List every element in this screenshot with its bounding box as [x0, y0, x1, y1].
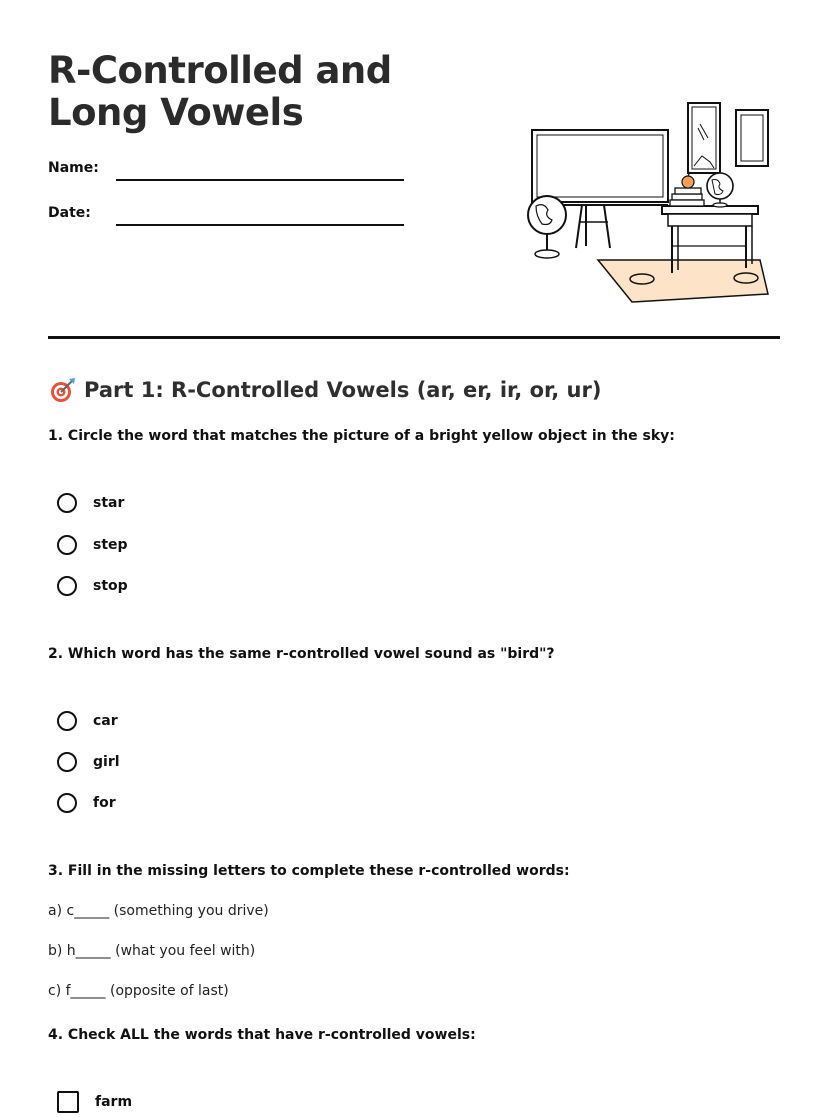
q2-option-car[interactable] — [57, 709, 118, 733]
part1-title: Part 1: R-Controlled Vowels (ar, er, ir, or, ur) — [84, 378, 602, 402]
q1-option-star[interactable] — [57, 491, 124, 515]
option-label: farm — [95, 1094, 133, 1110]
q1-option-stop[interactable] — [57, 574, 128, 598]
checkbox[interactable] — [57, 1091, 79, 1113]
q1-option-step[interactable] — [57, 533, 128, 557]
fill-item-c[interactable]: c) f_____ (opposite of last) — [48, 983, 229, 999]
option-label: star — [93, 495, 125, 511]
radio-button[interactable] — [57, 711, 77, 731]
target-icon — [48, 376, 76, 404]
option-label: for — [93, 795, 116, 811]
worksheet-page — [48, 0, 780, 1118]
part1-heading — [48, 375, 601, 405]
radio-button[interactable] — [57, 493, 77, 513]
question-3: 3. Fill in the missing letters to complete these r-controlled words: — [48, 863, 570, 879]
option-label: car — [93, 713, 118, 729]
radio-button[interactable] — [57, 576, 77, 596]
page-title: R-Controlled and Long Vowels — [48, 49, 392, 134]
header-divider — [48, 336, 780, 339]
date-label: Date: — [48, 205, 91, 221]
question-4: 4. Check ALL the words that have r-controlled vowels: — [48, 1027, 476, 1043]
q2-option-for[interactable] — [57, 791, 116, 815]
name-field[interactable] — [116, 179, 404, 181]
name-label: Name: — [48, 160, 99, 176]
radio-button[interactable] — [57, 535, 77, 555]
option-label: girl — [93, 754, 120, 770]
question-1: 1. Circle the word that matches the picture of a bright yellow object in the sky: — [48, 428, 675, 444]
radio-button[interactable] — [57, 793, 77, 813]
option-label: stop — [93, 578, 128, 594]
question-2: 2. Which word has the same r-controlled vowel sound as "bird"? — [48, 646, 555, 662]
q4-option-farm[interactable] — [57, 1090, 132, 1114]
fill-item-b[interactable]: b) h_____ (what you feel with) — [48, 943, 256, 959]
q2-option-girl[interactable] — [57, 750, 120, 774]
option-label: step — [93, 537, 128, 553]
date-field[interactable] — [116, 224, 404, 226]
fill-item-a[interactable]: a) c_____ (something you drive) — [48, 903, 269, 919]
classroom-illustration-icon — [522, 98, 774, 308]
radio-button[interactable] — [57, 752, 77, 772]
